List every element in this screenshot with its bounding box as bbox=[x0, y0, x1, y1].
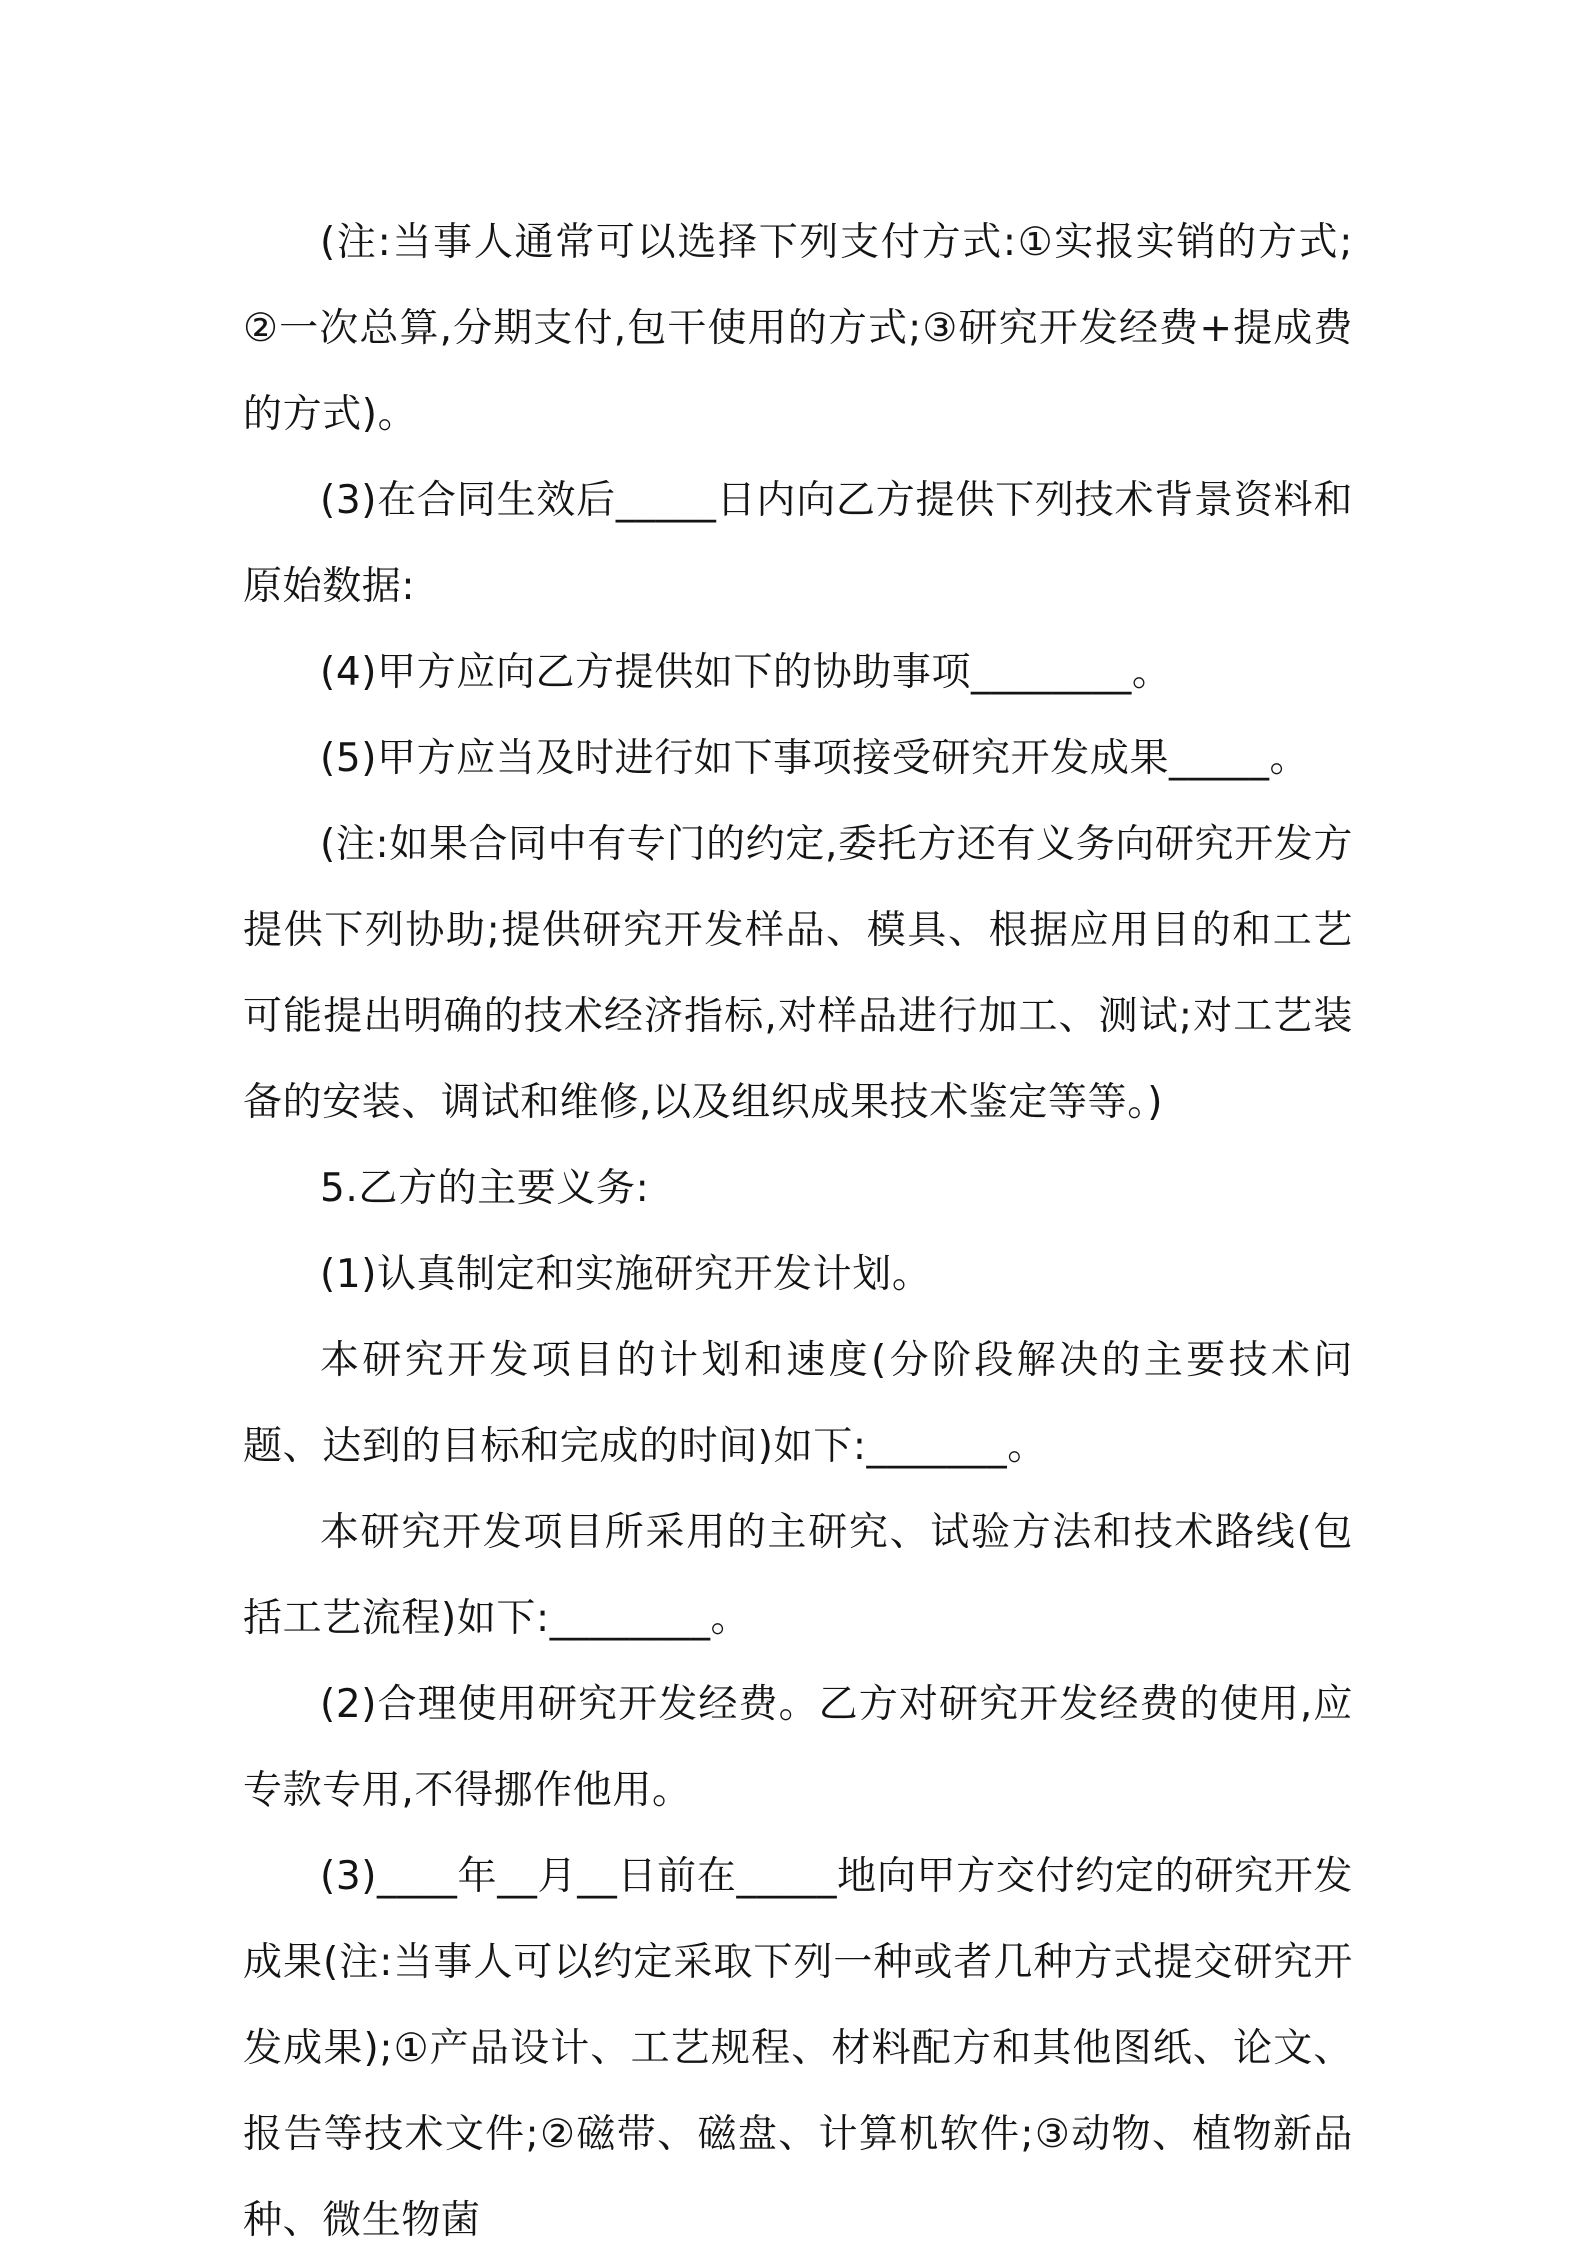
document-body bbox=[243, 200, 1353, 2264]
paragraph-party-b-item-2: (2)合理使用研究开发经费。乙方对研究开发经费的使用,应专款专用,不得挪作他用。 bbox=[243, 1682, 1353, 1813]
paragraph-plan-and-schedule: 本研究开发项目的计划和速度(分阶段解决的主要技术问题、达到的目标和完成的时间)如下:_______。 bbox=[243, 1338, 1353, 1469]
paragraph-payment-note: (注:当事人通常可以选择下列支付方式:①实报实销的方式;②一次总算,分期支付,包干使用的方式;③研究开发经费+提成费的方式)。 bbox=[243, 220, 1353, 437]
paragraph-party-a-item-4: (4)甲方应向乙方提供如下的协助事项________。 bbox=[320, 650, 1172, 695]
paragraph-party-a-item-3: (3)在合同生效后_____日内向乙方提供下列技术背景资料和原始数据: bbox=[243, 478, 1353, 609]
paragraph-party-b-item-3: (3)____年__月__日前在_____地向甲方交付约定的研究开发成果(注:当事人可以约定采取下列一种或者几种方式提交研究开发成果);①产品设计、工艺规程、材料配方和其他图纸、论文、报告等技术文件;②磁带、磁盘、计算机软件;③动物、植物新品种、微生物菌 bbox=[243, 1854, 1353, 2243]
section-heading-party-b-obligations: 5.乙方的主要义务: bbox=[320, 1166, 650, 1211]
paragraph-assistance-note: (注:如果合同中有专门的约定,委托方还有义务向研究开发方提供下列协助;提供研究开发样品、模具、根据应用目的和工艺可能提出明确的技术经济指标,对样品进行加工、测试;对工艺装备的安装、调试和维修,以及组织成果技术鉴定等等。) bbox=[243, 822, 1353, 1125]
paragraph-party-b-item-1: (1)认真制定和实施研究开发计划。 bbox=[320, 1252, 932, 1297]
paragraph-party-a-item-5: (5)甲方应当及时进行如下事项接受研究开发成果_____。 bbox=[320, 736, 1310, 781]
paragraph-methods-and-route: 本研究开发项目所采用的主研究、试验方法和技术路线(包括工艺流程)如下:________。 bbox=[243, 1510, 1353, 1641]
